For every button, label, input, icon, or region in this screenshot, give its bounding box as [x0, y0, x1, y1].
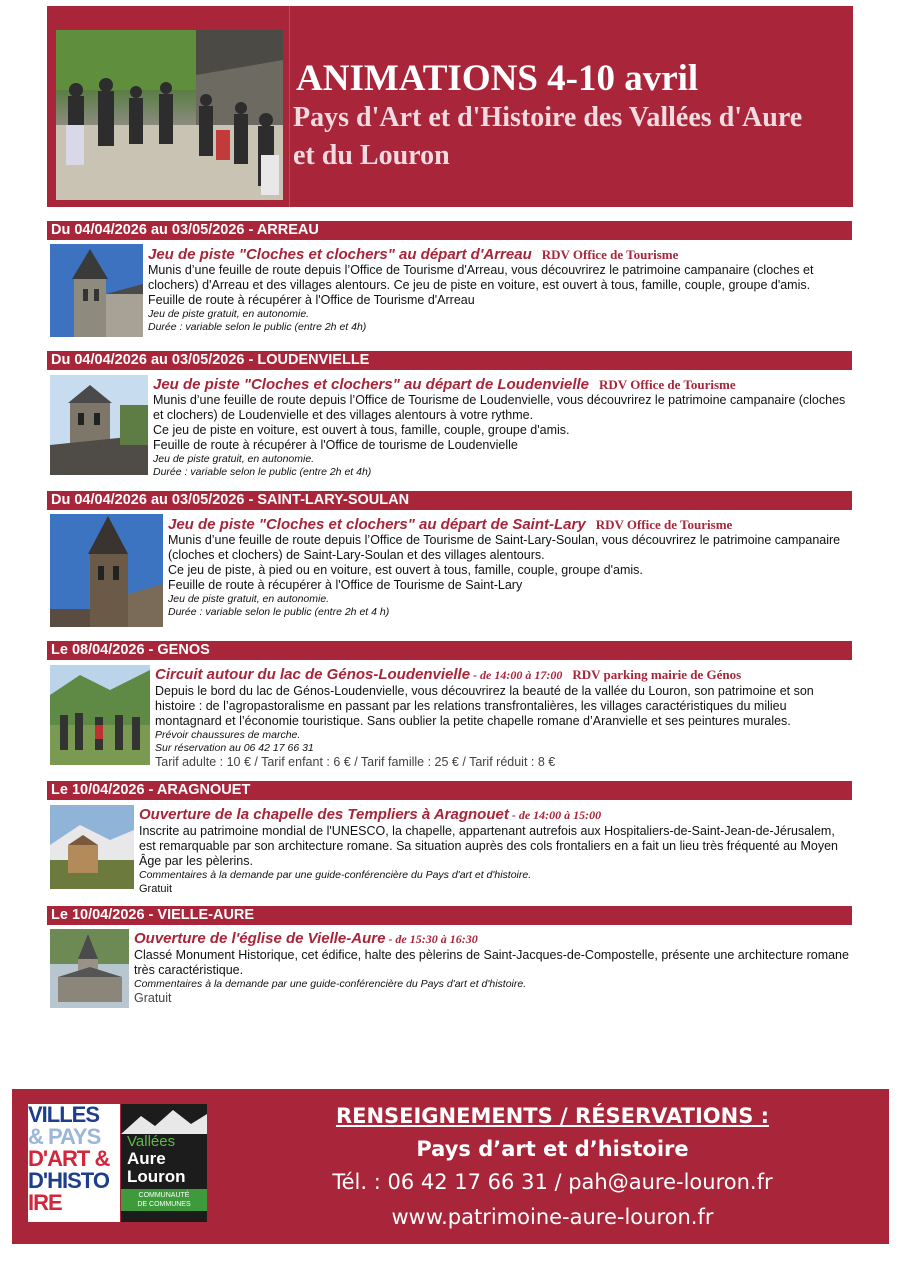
event-note: Durée : variable selon le public (entre 2h et 4h) [153, 466, 372, 478]
vielle-aure-church-photo [50, 929, 129, 1008]
event-date-bar-arreau: Du 04/04/2026 au 03/05/2026 - ARREAU [47, 221, 852, 240]
event-title: Jeu de piste "Cloches et clochers" au départ d'Arreau RDV Office de Tourisme [148, 246, 679, 263]
page-subtitle: Pays d'Art et d'Histoire des Vallées d'Aure et du Louron [293, 102, 803, 171]
event-rdv: RDV Office de Tourisme [595, 517, 733, 532]
event-date-bar-vielle-aure: Le 10/04/2026 - VIELLE-AURE [47, 906, 852, 925]
event-date-bar-saint-lary: Du 04/04/2026 au 03/05/2026 - SAINT-LARY-SOULAN [47, 491, 852, 510]
aragnouet-chapel-photo [50, 805, 134, 889]
event-saint-lary [168, 516, 852, 619]
event-title: Circuit autour du lac de Génos-Loudenvielle - de 14:00 à 17:00 RDV parking mairie de Génos [155, 666, 742, 683]
event-date-bar-aragnouet: Le 10/04/2026 - ARAGNOUET [47, 781, 852, 800]
footer-heading: RENSEIGNEMENTS / RÉSERVATIONS : [335, 1104, 770, 1128]
event-note: Sur réservation au 06 42 17 66 31 [155, 742, 314, 754]
vallees-aure-louron-logo: Vallées Aure Louron COMMUNAUTÉ DE COMMUNES [121, 1104, 207, 1222]
event-price: Gratuit [139, 883, 173, 895]
event-note: Jeu de piste gratuit, en autonomie. [168, 593, 330, 605]
group-visit-photo [56, 30, 283, 200]
footer-org: Pays d’art et d’histoire [416, 1137, 689, 1161]
event-note: Durée : variable selon le public (entre 2h et 4h) [148, 321, 367, 333]
event-description: Munis d’une feuille de route depuis l’Office de Tourisme de Loudenvielle, vous découvrirez le patrimoine campanaire (cloches et clochers) de Loudenvielle et des villages alentours à votre rythme. [153, 393, 846, 422]
event-time: - de 14:00 à 17:00 [470, 668, 563, 682]
event-title: Ouverture de la chapelle des Templiers à Aragnouet - de 14:00 à 15:00 [139, 806, 602, 823]
event-genos [155, 666, 852, 770]
event-description: Ce jeu de piste en voiture, est ouvert à tous, famille, couple, groupe d'amis. [153, 423, 570, 437]
event-description: Feuille de route à récupérer à l'Office de tourisme de Loudenvielle [153, 438, 518, 452]
event-description: Ce jeu de piste, à pied ou en voiture, est ouvert à tous, famille, couple, groupe d'amis. [168, 563, 643, 577]
event-description: Classé Monument Historique, cet édifice, halte des pèlerins de Saint-Jacques-de-Compostelle, présente une architecture romane très caractéristique. [134, 948, 849, 977]
event-loudenvielle [153, 376, 852, 479]
loudenvielle-church-photo [50, 375, 148, 475]
event-vielle-aure [134, 930, 852, 1006]
event-title: Jeu de piste "Cloches et clochers" au départ de Saint-Lary RDV Office de Tourisme [168, 516, 733, 533]
footer-website-link[interactable]: www.patrimoine-aure-louron.fr [391, 1205, 714, 1229]
event-time: - de 14:00 à 15:00 [508, 808, 602, 822]
event-time: - de 15:30 à 16:30 [385, 932, 478, 946]
event-note: Jeu de piste gratuit, en autonomie. [153, 453, 315, 465]
villes-pays-art-histoire-logo: VILLES & PAYS D'ART & D'HISTO IRE [28, 1104, 120, 1222]
event-description: Feuille de route à récupérer à l'Office de Tourisme de Saint-Lary [168, 578, 523, 592]
event-title: Jeu de piste "Cloches et clochers" au départ de Loudenvielle RDV Office de Tourisme [153, 376, 736, 393]
header-divider [289, 6, 290, 207]
saint-lary-church-photo [50, 514, 163, 627]
event-note: Commentaires à la demande par une guide-conférencière du Pays d'art et d'histoire. [134, 978, 527, 990]
event-description: Feuille de route à récupérer à l'Office de Tourisme d'Arreau [148, 293, 475, 307]
arreau-church-photo [50, 244, 143, 337]
event-title: Ouverture de l'église de Vielle-Aure - de 15:30 à 16:30 [134, 930, 478, 947]
event-aragnouet [139, 806, 852, 897]
event-description: Munis d’une feuille de route depuis l’Office de Tourisme de Saint-Lary-Soulan, vous découvrirez le patrimoine campanaire (cloches et clochers) de Saint-Lary-Soulan et des villages alentours. [168, 533, 841, 562]
event-note: Prévoir chaussures de marche. [155, 729, 301, 741]
event-note: Durée : variable selon le public (entre 2h et 4 h) [168, 606, 390, 618]
event-description: Depuis le bord du lac de Génos-Loudenvielle, vous découvrirez la beauté de la vallée du Louron, son patrimoine et son histoire : de l’agropastoralisme en passant par les relations transfrontalières, les villages caractéristiques du milieu montagnard et l’économie touristique. Sans oublier la petite chapelle romane d’Aranvielle et ses peintures murales. [155, 684, 814, 728]
event-rdv: RDV Office de Tourisme [599, 377, 736, 392]
event-date-bar-loudenvielle: Du 04/04/2026 au 03/05/2026 - LOUDENVIELLE [47, 351, 852, 370]
genos-lake-hike-photo [50, 665, 150, 765]
event-date-bar-genos: Le 08/04/2026 - GENOS [47, 641, 852, 660]
event-description: Munis d’une feuille de route depuis l’Office de Tourisme d'Arreau, vous découvrirez le patrimoine campanaire (cloches et clochers) d'Arreau et des villages alentours. Ce jeu de piste en voiture, est ouvert à tous, famille, couple, groupe d'amis. [148, 263, 814, 292]
event-note: Commentaires à la demande par une guide-conférencière du Pays d'art et d'histoire. [139, 869, 532, 881]
event-description: Inscrite au patrimoine mondial de l'UNESCO, la chapelle, appartenant autrefois aux Hospitaliers-de-Saint-Jean-de-Jérusalem, est remarquable par son architecture romane. Sa situation auprès des cols frontaliers en a fait un lieu très fréquenté au Moyen Âge par les pèlerins. [139, 824, 838, 868]
event-price: Gratuit [134, 991, 172, 1005]
event-note: Jeu de piste gratuit, en autonomie. [148, 308, 310, 320]
event-price: Tarif adulte : 10 € / Tarif enfant : 6 € / Tarif famille : 25 € / Tarif réduit : 8 € [155, 755, 556, 769]
event-rdv: RDV Office de Tourisme [541, 247, 679, 262]
event-arreau [148, 246, 852, 334]
footer-contact[interactable]: Tél. : 06 42 17 66 31 / pah@aure-louron.fr [332, 1170, 773, 1194]
page-title: ANIMATIONS 4-10 avril [296, 58, 699, 99]
event-rdv: RDV parking mairie de Génos [572, 667, 742, 682]
